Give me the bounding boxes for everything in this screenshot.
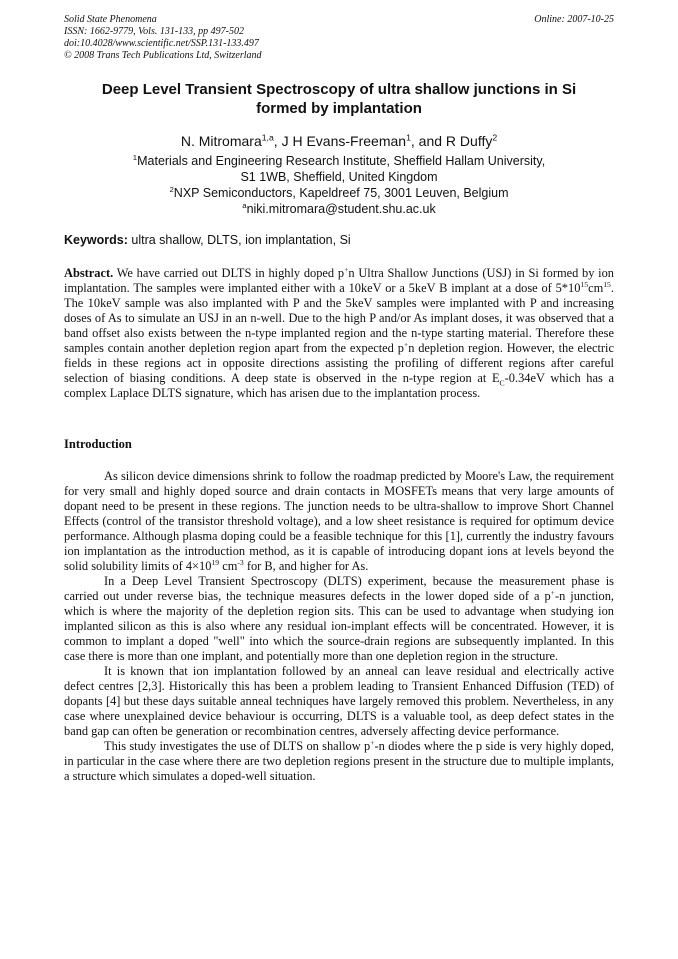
affiliation-1-mark: 1 [132,152,138,162]
intro-p1-text-1: As silicon device dimensions shrink to follow the roadmap predicted by Moore's Law, the requirement for very small and highly doped source and drain contacts in MOSFETs means that very large amounts of dopant need to be present in these regions. The junction needs to be ultra-shallow to improve Short Channel Effects (control of the transistor threshold voltage), and a low sheet resistance is required for optimum device performance. Although plasma doping could be a feasible technique for this [1], currently the industry favours ion implantation as the introduction method, as it is capable of introducing dopant ions at levels beyond the solid solubility limits of 4×10 [64,469,614,573]
abstract-text-4: . The 10keV sample was also implanted with P and the 5keV samples were implanted with P and increasing doses of As to simulate an USJ in an n-well. Due to the high P and/or As implant doses, it was observed that a band offset also exists between the n-type implanted region and the n-type starting material. Therefore these samples contain another depletion region apart from the expected p [64,281,614,355]
author-1-mark: 1,a [261,132,274,143]
abstract-sup-1: + [344,264,349,274]
issn-line: ISSN: 1662-9779, Vols. 131-133, pp 497-502 [64,26,244,37]
abstract-text-2: n Ultra Shallow Junctions (USJ) in Si formed by ion implantation. The samples were implanted either with a 10keV or a 5keV B implant at a dose of 5*10 [64,266,614,295]
intro-paragraph-4 [64,739,614,784]
affiliation-2-mark: 2 [169,184,174,194]
intro-p2-text-2: -n junction, which is where the majority of the depletion region sits. This can be used to advantage when studying ion implanted silicon as this is also where any residual ion-implant effects will be concentrated. However, it is common to implant a doped "well" into which the source-drain regions are subsequently implanted. In this case there is more than one implant, and potentially more than one depletion region in the structure. [64,589,614,663]
intro-p1-text-2: cm [219,559,238,573]
abstract-paragraph [64,266,614,401]
abstract [64,266,614,401]
author-list [64,132,614,150]
affiliation-2 [64,185,614,201]
abstract-text-3: cm [588,281,604,295]
keywords-text: ultra shallow, DLTS, ion implantation, Si [127,233,351,247]
abstract-label: Abstract. [64,266,114,280]
intro-p1-text-3: for B, and higher for As. [243,559,369,573]
intro-p4-text-1: This study investigates the use of DLTS on shallow p [104,739,371,753]
intro-p4-text-2: -n diodes where the p side is very highly doped, in particular in the case where there are two depletion regions present in the structure due to multiple implants, a structure which simulates a doped-well situation. [64,739,614,783]
section-heading-introduction: Introduction [64,437,132,451]
abstract-text-6: -0.34eV which has a complex Laplace DLTS signature, which has arisen due to the implantation process. [64,371,614,400]
doi-line: doi:10.4028/www.scientific.net/SSP.131-133.497 [64,38,259,49]
affiliation-1-city: S1 1WB, Sheffield, United Kingdom [240,170,438,184]
journal-header [64,14,614,62]
keywords-label: Keywords: [64,233,128,247]
paper-title [64,80,614,118]
affiliation-1-line-1: Materials and Engineering Research Institute, Sheffield Hallam University, [137,154,546,168]
email-address: niki.mitromara@student.shu.ac.uk [246,202,436,216]
abstract-text-1: We have carried out DLTS in highly doped p [113,266,345,280]
title-line-1: Deep Level Transient Spectroscopy of ultra shallow junctions in Si [101,81,577,98]
affiliation-1 [64,153,614,169]
abstract-sup-2: 15 [580,279,589,289]
journal-name: Solid State Phenomena [64,14,157,25]
email-mark: a [242,200,247,210]
intro-paragraph-1 [64,469,614,574]
intro-paragraph-3: It is known that ion implantation followed by an anneal can leave residual and electrically active defect centres [2,3]. Historically this has been a problem leading to Transient Enhanced Diffusion (TED) of dopants [4] but these days suitable anneal techniques have largely removed this problem. Nevertheless, in any case where unexplained device behaviour is occurring, DLTS is a valuable tool, as deep defect states in the band gap can often be generation or recombination centres, adversely affecting device performance. [64,664,614,738]
intro-p1-sup-1: 19 [211,557,220,567]
intro-p4-sup: + [370,737,375,747]
copyright-line: © 2008 Trans Tech Publications Ltd, Switzerland [64,50,262,61]
author-3-mark: 2 [492,132,498,143]
title-line-2: formed by implantation [256,100,422,117]
intro-p2-text-1: In a Deep Level Transient Spectroscopy (DLTS) experiment, because the measurement phase is carried out under reverse bias, the technique measures defects in the lower doped side of a p [64,574,614,603]
abstract-text-5: n depletion region. However, the electric fields in these regions act in opposite directions assisting the profiling of different regions after careful selection of biasing conditions. A deep state is observed in the n-type region at E [64,341,614,385]
introduction-body [64,469,614,784]
author-2-mark: 1 [406,132,411,143]
intro-p2-sup: + [550,587,555,597]
intro-p1-sup-2: -3 [237,557,244,567]
author-2: , J H Evans-Freeman [273,133,407,149]
author-1: N. Mitromara [180,133,262,149]
contact-email [64,201,614,217]
affiliation-2-text: NXP Semiconductors, Kapeldreef 75, 3001 Leuven, Belgium [173,186,509,200]
author-3: , and R Duffy [410,133,493,149]
abstract-sub-1: C [499,378,505,388]
online-date: Online: 2007-10-25 [534,14,614,25]
abstract-sup-3: 15 [603,279,611,289]
intro-paragraph-2 [64,574,614,664]
abstract-sup-4: + [403,339,409,349]
keywords [64,233,614,247]
